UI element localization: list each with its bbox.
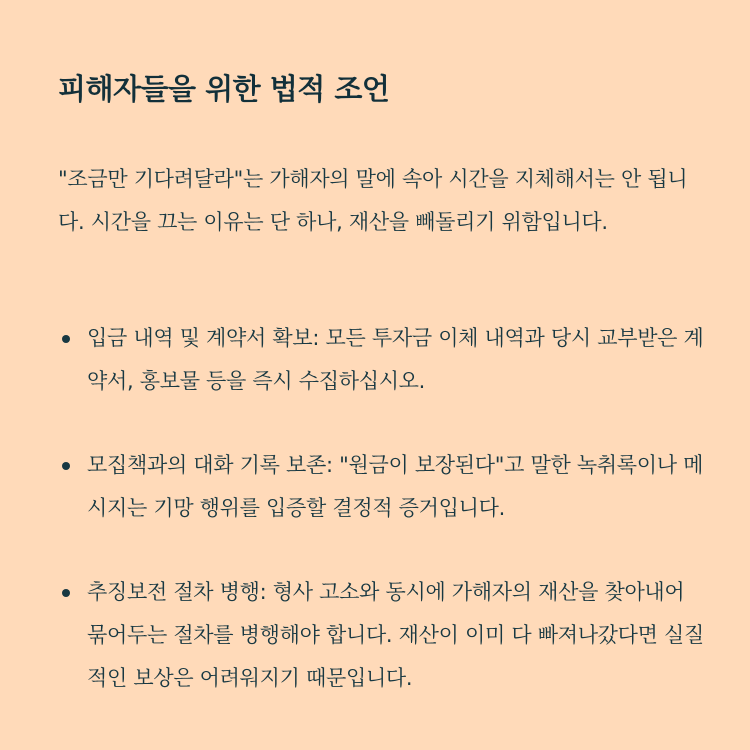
advice-item-text: 모집책과의 대화 기록 보존: "원금이 보장된다"고 말한 녹취록이나 메시지는 기망 행위를 입증할 결정적 증거입니다. (87, 453, 704, 520)
advice-item-text: 입금 내역 및 계약서 확보: 모든 투자금 이체 내역과 당시 교부받은 계약서, 홍보물 등을 즉시 수집하십시오. (87, 326, 704, 393)
advice-item-conversation-records (58, 444, 708, 530)
advice-list (58, 317, 708, 700)
bullet-dot-icon (62, 335, 70, 343)
advice-item-text: 추징보전 절차 병행: 형사 고소와 동시에 가해자의 재산을 찾아내어 묶어두는 절차를 병행해야 합니다. 재산이 이미 다 빠져나갔다면 실질적인 보상은 어려워지기 때문입니다. (87, 580, 704, 690)
intro-paragraph: "조금만 기다려달라"는 가해자의 말에 속아 시간을 지체해서는 안 됩니다. 시간을 끄는 이유는 단 하나, 재산을 빼돌리기 위함입니다. (58, 167, 688, 234)
bullet-dot-icon (62, 589, 70, 597)
advice-item-asset-preservation (58, 571, 708, 700)
page-title: 피해자들을 위한 법적 조언 (58, 72, 390, 106)
bullet-dot-icon (62, 462, 70, 470)
advice-item-deposit-records (58, 317, 708, 403)
